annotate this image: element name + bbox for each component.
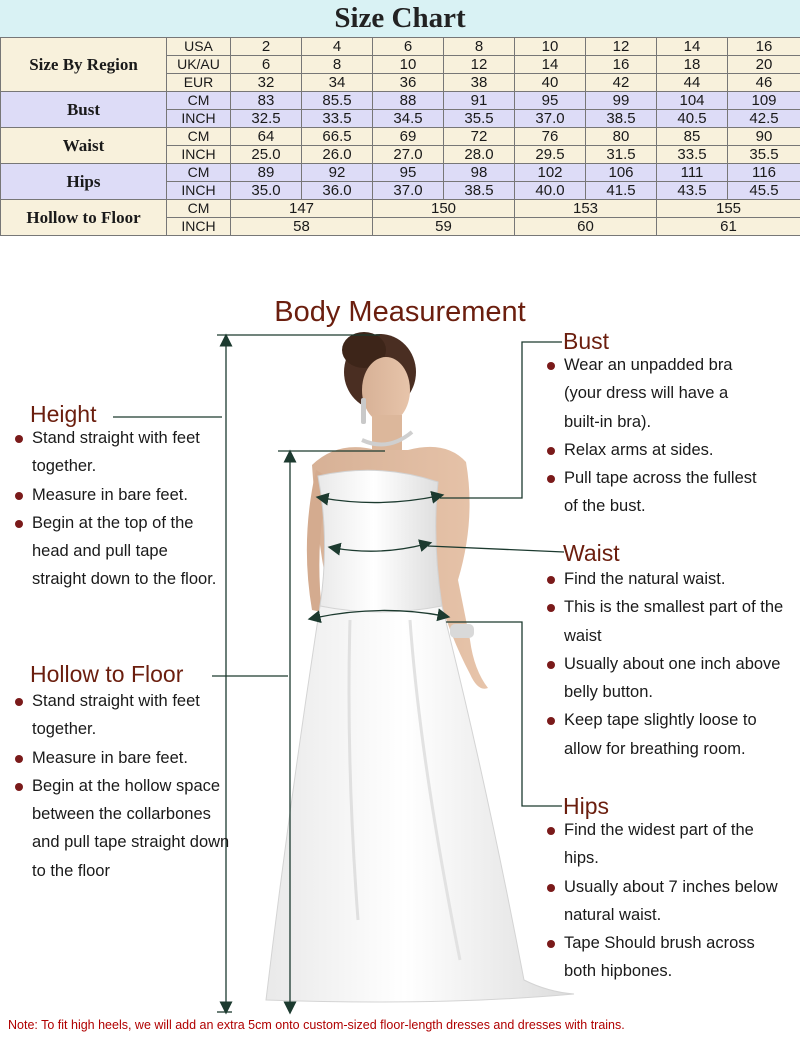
table-cell: 83 bbox=[231, 92, 302, 110]
list-item: Find the widest part of the hips. bbox=[546, 816, 786, 873]
table-cell: 8 bbox=[302, 56, 373, 74]
table-cell: 44 bbox=[657, 74, 728, 92]
table-cell: 32 bbox=[231, 74, 302, 92]
table-cell: 40 bbox=[515, 74, 586, 92]
table-cell: 106 bbox=[586, 164, 657, 182]
table-cell: 33.5 bbox=[302, 110, 373, 128]
table-cell: 16 bbox=[586, 56, 657, 74]
table-cell: 45.5 bbox=[728, 182, 800, 200]
table-cell: 37.0 bbox=[515, 110, 586, 128]
table-cell: 4 bbox=[302, 38, 373, 56]
inch-label: INCH bbox=[167, 110, 231, 128]
bust-row-label: Bust bbox=[1, 92, 167, 128]
table-cell: 41.5 bbox=[586, 182, 657, 200]
table-cell: 59 bbox=[373, 218, 515, 236]
table-cell: 104 bbox=[657, 92, 728, 110]
table-cell: 150 bbox=[373, 200, 515, 218]
table-cell: 40.0 bbox=[515, 182, 586, 200]
list-item: Usually about one inch above belly button. bbox=[546, 650, 798, 707]
footnote: Note: To fit high heels, we will add an extra 5cm onto custom-sized floor-length dresses and dresses with trains. bbox=[8, 1018, 625, 1032]
table-cell: 2 bbox=[231, 38, 302, 56]
model-figure bbox=[266, 332, 574, 1002]
table-cell: 6 bbox=[231, 56, 302, 74]
list-item: Keep tape slightly loose to allow for breathing room. bbox=[546, 706, 798, 763]
table-cell: 85 bbox=[657, 128, 728, 146]
table-cell: 33.5 bbox=[657, 146, 728, 164]
table-cell: 35.0 bbox=[231, 182, 302, 200]
table-cell: 60 bbox=[515, 218, 657, 236]
table-cell: 95 bbox=[373, 164, 444, 182]
table-cell: 16 bbox=[728, 38, 800, 56]
list-item: Relax arms at sides. bbox=[546, 436, 768, 464]
cm-label: CM bbox=[167, 128, 231, 146]
list-item: Begin at the top of the head and pull tape straight down to the floor. bbox=[14, 509, 226, 594]
bust-heading: Bust bbox=[563, 328, 610, 354]
region-label: Size By Region bbox=[1, 38, 167, 92]
table-cell: 27.0 bbox=[373, 146, 444, 164]
list-item: Measure in bare feet. bbox=[14, 744, 230, 772]
table-cell: 89 bbox=[231, 164, 302, 182]
table-cell: 58 bbox=[231, 218, 373, 236]
earring-icon bbox=[361, 398, 366, 424]
table-cell: 14 bbox=[515, 56, 586, 74]
list-item: Find the natural waist. bbox=[546, 565, 798, 593]
size-chart-title: Size Chart bbox=[0, 0, 800, 37]
eur-label: EUR bbox=[167, 74, 231, 92]
table-cell: 34.5 bbox=[373, 110, 444, 128]
hollow-list bbox=[14, 687, 230, 885]
hips-list bbox=[546, 816, 786, 986]
table-cell: 32.5 bbox=[231, 110, 302, 128]
table-cell: 91 bbox=[444, 92, 515, 110]
inch-label: INCH bbox=[167, 182, 231, 200]
table-cell: 102 bbox=[515, 164, 586, 182]
table-cell: 99 bbox=[586, 92, 657, 110]
table-cell: 6 bbox=[373, 38, 444, 56]
table-cell: 88 bbox=[373, 92, 444, 110]
table-cell: 46 bbox=[728, 74, 800, 92]
table-cell: 43.5 bbox=[657, 182, 728, 200]
table-cell: 38.5 bbox=[444, 182, 515, 200]
table-cell: 31.5 bbox=[586, 146, 657, 164]
table-cell: 69 bbox=[373, 128, 444, 146]
table-cell: 25.0 bbox=[231, 146, 302, 164]
table-cell: 153 bbox=[515, 200, 657, 218]
table-cell: 10 bbox=[515, 38, 586, 56]
table-cell: 95 bbox=[515, 92, 586, 110]
bracelet-icon bbox=[450, 624, 474, 638]
table-cell: 12 bbox=[444, 56, 515, 74]
waist-list bbox=[546, 565, 798, 763]
table-cell: 64 bbox=[231, 128, 302, 146]
usa-label: USA bbox=[167, 38, 231, 56]
table-cell: 12 bbox=[586, 38, 657, 56]
cm-label: CM bbox=[167, 200, 231, 218]
waist-row-label: Waist bbox=[1, 128, 167, 164]
waist-heading: Waist bbox=[563, 540, 620, 566]
list-item: Usually about 7 inches below natural waist. bbox=[546, 873, 786, 930]
inch-label: INCH bbox=[167, 146, 231, 164]
bust-list bbox=[546, 351, 768, 521]
table-cell: 37.0 bbox=[373, 182, 444, 200]
list-item: Wear an unpadded bra (your dress will have a built-in bra). bbox=[546, 351, 768, 436]
table-cell: 40.5 bbox=[657, 110, 728, 128]
table-cell: 34 bbox=[302, 74, 373, 92]
list-item: This is the smallest part of the waist bbox=[546, 593, 798, 650]
ukau-label: UK/AU bbox=[167, 56, 231, 74]
table-cell: 20 bbox=[728, 56, 800, 74]
table-cell: 10 bbox=[373, 56, 444, 74]
table-cell: 80 bbox=[586, 128, 657, 146]
list-item: Stand straight with feet together. bbox=[14, 424, 226, 481]
table-cell: 92 bbox=[302, 164, 373, 182]
table-cell: 18 bbox=[657, 56, 728, 74]
list-item: Begin at the hollow space between the collarbones and pull tape straight down to the floor bbox=[14, 772, 230, 885]
table-cell: 76 bbox=[515, 128, 586, 146]
table-cell: 38 bbox=[444, 74, 515, 92]
table-cell: 85.5 bbox=[302, 92, 373, 110]
table-cell: 14 bbox=[657, 38, 728, 56]
table-cell: 42.5 bbox=[728, 110, 800, 128]
table-cell: 26.0 bbox=[302, 146, 373, 164]
body-measurement-title: Body Measurement bbox=[274, 296, 526, 328]
table-cell: 28.0 bbox=[444, 146, 515, 164]
hollow-to-floor-heading: Hollow to Floor bbox=[30, 661, 184, 687]
table-cell: 8 bbox=[444, 38, 515, 56]
table-cell: 72 bbox=[444, 128, 515, 146]
hips-row-label: Hips bbox=[1, 164, 167, 200]
hollow-row-label: Hollow to Floor bbox=[1, 200, 167, 236]
table-cell: 29.5 bbox=[515, 146, 586, 164]
table-cell: 35.5 bbox=[728, 146, 800, 164]
table-cell: 42 bbox=[586, 74, 657, 92]
inch-label: INCH bbox=[167, 218, 231, 236]
table-cell: 109 bbox=[728, 92, 800, 110]
table-cell: 111 bbox=[657, 164, 728, 182]
table-cell: 35.5 bbox=[444, 110, 515, 128]
table-cell: 90 bbox=[728, 128, 800, 146]
list-item: Measure in bare feet. bbox=[14, 481, 226, 509]
table-cell: 116 bbox=[728, 164, 800, 182]
table-cell: 38.5 bbox=[586, 110, 657, 128]
cm-label: CM bbox=[167, 164, 231, 182]
cm-label: CM bbox=[167, 92, 231, 110]
table-cell: 147 bbox=[231, 200, 373, 218]
table-cell: 98 bbox=[444, 164, 515, 182]
table-cell: 61 bbox=[657, 218, 800, 236]
table-cell: 155 bbox=[657, 200, 800, 218]
table-cell: 36.0 bbox=[302, 182, 373, 200]
list-item: Pull tape across the fullest of the bust. bbox=[546, 464, 768, 521]
table-cell: 36 bbox=[373, 74, 444, 92]
height-list bbox=[14, 424, 226, 594]
table-cell: 66.5 bbox=[302, 128, 373, 146]
hips-heading: Hips bbox=[563, 793, 610, 819]
list-item: Stand straight with feet together. bbox=[14, 687, 230, 744]
height-heading: Height bbox=[30, 401, 97, 427]
list-item: Tape Should brush across both hipbones. bbox=[546, 929, 786, 986]
